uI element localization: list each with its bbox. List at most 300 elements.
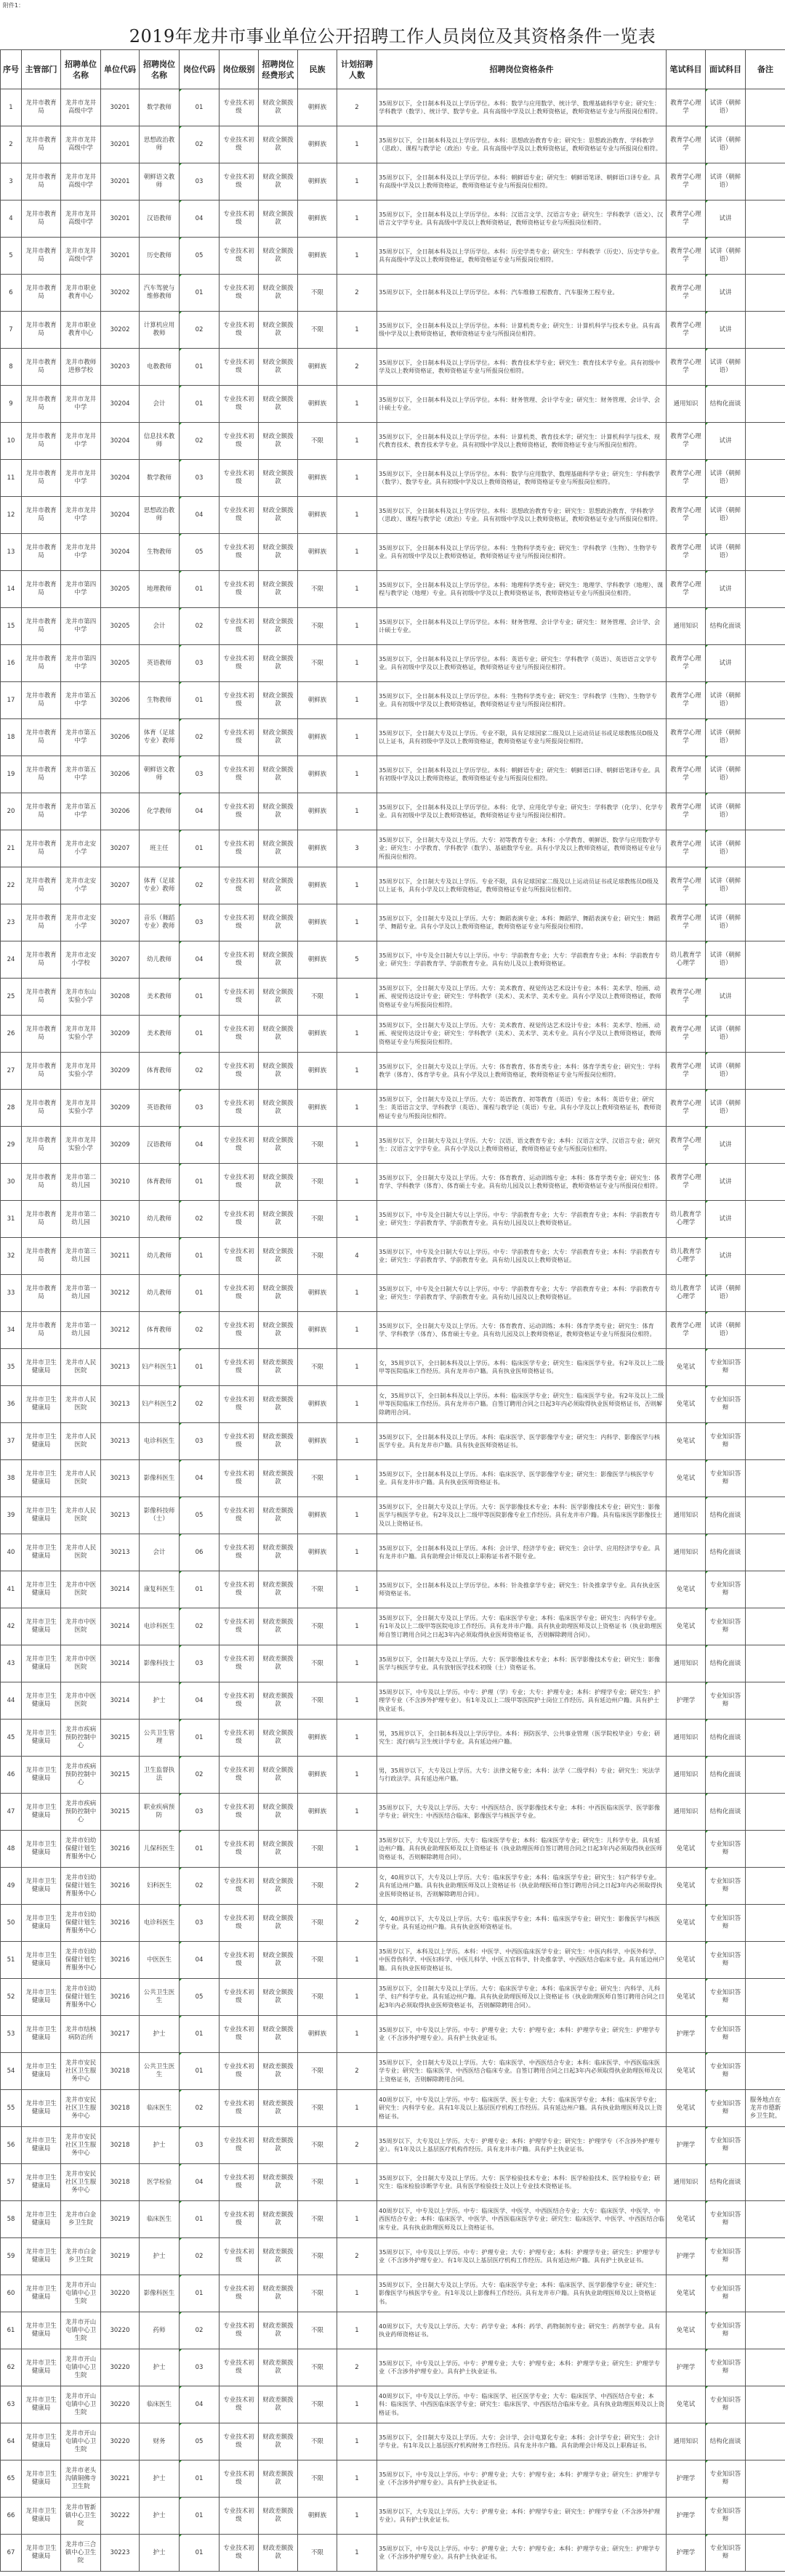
ethnicity-cell: 朝鲜族 bbox=[298, 1275, 337, 1312]
written-exam-cell: 教育学心理学 bbox=[667, 275, 706, 312]
unit-code-cell: 30219 bbox=[101, 2201, 140, 2238]
table-row bbox=[1, 1238, 785, 1275]
headcount-cell: 2 bbox=[337, 2053, 377, 2090]
ethnicity-cell: 朝鲜族 bbox=[298, 867, 337, 904]
unit-name-cell: 龙井市中医医院 bbox=[61, 1645, 101, 1682]
ethnicity-cell: 朝鲜族 bbox=[298, 1757, 337, 1794]
interview-cell: 试讲 bbox=[706, 1238, 746, 1275]
position-code-cell: 02 bbox=[180, 126, 220, 163]
written-exam-cell: 免笔试 bbox=[667, 1831, 706, 1868]
unit-name-cell: 龙井市第一幼儿园 bbox=[61, 1275, 101, 1312]
funding-type-cell: 财政差额拨款 bbox=[259, 2498, 298, 2535]
position-name-cell: 美术教师 bbox=[140, 979, 180, 1016]
requirements-cell: 35周岁以下，全日制大专及以上学历。大专：英语教育、初等教育（英语）专业；本科：英语专业；研究生：英语语言文学、学科教学（英语）、课程与教学论（英语）专业。具有小学及以上教师资格证书，教师资格证专业与所报岗位相符。 bbox=[377, 1090, 667, 1127]
headcount-cell: 1 bbox=[337, 1979, 377, 2016]
position-name-cell: 化学教师 bbox=[140, 793, 180, 830]
requirements-cell: 35周岁以下，全日制本科及以上学历学位。本科：数学与应用数学、统计学、数理基础科学专业；研究生：学科教学（数学）、统计学、数学专业。具有高级中学及以上教师资格证，教师资格证专业与所报岗位相符。 bbox=[377, 89, 667, 126]
ethnicity-cell: 不限 bbox=[298, 1127, 337, 1164]
position-level-cell: 专业技术初级 bbox=[220, 2312, 259, 2349]
headcount-cell: 1 bbox=[337, 867, 377, 904]
table-row bbox=[1, 2423, 785, 2460]
written-exam-cell: 免笔试 bbox=[667, 1608, 706, 1645]
headcount-cell: 1 bbox=[337, 2201, 377, 2238]
position-name-cell: 生物教师 bbox=[140, 534, 180, 571]
position-code-cell: 01 bbox=[180, 89, 220, 126]
written-exam-cell: 教育学心理学 bbox=[667, 1164, 706, 1201]
ethnicity-cell: 不限 bbox=[298, 2238, 337, 2275]
ethnicity-cell: 不限 bbox=[298, 2349, 337, 2386]
interview-cell: 专业知识答辩 bbox=[706, 2312, 746, 2349]
department-cell: 龙井市卫生健康局 bbox=[22, 2423, 61, 2460]
interview-cell: 试讲（朝鲜语） bbox=[706, 867, 746, 904]
position-name-cell: 中医医生 bbox=[140, 1942, 180, 1979]
position-level-cell: 专业技术初级 bbox=[220, 1534, 259, 1571]
unit-name-cell: 龙井市人民医院 bbox=[61, 1497, 101, 1534]
funding-type-cell: 财政差额拨款 bbox=[259, 2238, 298, 2275]
unit-code-cell: 30204 bbox=[101, 423, 140, 460]
interview-cell: 结构化面谈 bbox=[706, 2164, 746, 2201]
department-cell: 龙井市卫生健康局 bbox=[22, 1905, 61, 1942]
unit-code-cell: 30201 bbox=[101, 238, 140, 275]
requirements-cell: 35周岁以下，全日制本科及以上学历。本科：会计学、经济学专业；研究生：会计学、应用经济学专业。具有龙井市户籍。具有助理会计师及以上职称证书者不限专业。 bbox=[377, 1534, 667, 1571]
requirements-cell: 35周岁以下，全日制本科及以上学历学位。本科：生物科学类专业；研究生：学科教学（生物）、生物学专业。具有初级中学及以上教师资格证，教师资格证专业与所报岗位相符。 bbox=[377, 534, 667, 571]
headcount-cell: 1 bbox=[337, 1682, 377, 1720]
headcount-cell: 1 bbox=[337, 2460, 377, 2498]
remarks-cell bbox=[746, 2312, 785, 2349]
written-exam-cell: 教育学心理学 bbox=[667, 126, 706, 163]
position-code-cell: 02 bbox=[180, 2312, 220, 2349]
row-index-cell: 26 bbox=[1, 1016, 22, 1053]
position-level-cell: 专业技术初级 bbox=[220, 1497, 259, 1534]
ethnicity-cell: 不限 bbox=[298, 2090, 337, 2127]
requirements-cell: 35周岁以下，中专及以上学历。中专：护理专业；大专：护理专业；本科：护理学专业；研究生：护理学专业（不含涉外护理专业）。具有护士执业证书。 bbox=[377, 2349, 667, 2386]
position-name-cell: 体育（足球专业）教师 bbox=[140, 867, 180, 904]
written-exam-cell: 教育学心理学 bbox=[667, 89, 706, 126]
unit-code-cell: 30219 bbox=[101, 2238, 140, 2275]
table-row bbox=[1, 1497, 785, 1534]
table-row bbox=[1, 1386, 785, 1423]
position-level-cell: 专业技术初级 bbox=[220, 238, 259, 275]
position-code-cell: 01 bbox=[180, 2498, 220, 2535]
table-row bbox=[1, 2535, 785, 2572]
written-exam-cell: 免笔试 bbox=[667, 1571, 706, 1608]
position-level-cell: 专业技术初级 bbox=[220, 1349, 259, 1386]
funding-type-cell: 财政全额拨款 bbox=[259, 386, 298, 423]
position-code-cell: 03 bbox=[180, 1905, 220, 1942]
row-index-cell: 17 bbox=[1, 682, 22, 719]
unit-code-cell: 30217 bbox=[101, 2016, 140, 2053]
interview-cell: 专业知识答辩 bbox=[706, 2127, 746, 2164]
table-row bbox=[1, 682, 785, 719]
interview-cell: 试讲（朝鲜语） bbox=[706, 497, 746, 534]
table-row bbox=[1, 238, 785, 275]
funding-type-cell: 财政全额拨款 bbox=[259, 1275, 298, 1312]
written-exam-cell: 教育学心理学 bbox=[667, 238, 706, 275]
funding-type-cell: 财政全额拨款 bbox=[259, 126, 298, 163]
interview-cell: 试讲 bbox=[706, 423, 746, 460]
table-row bbox=[1, 571, 785, 608]
department-cell: 龙井市教育局 bbox=[22, 163, 61, 201]
department-cell: 龙井市教育局 bbox=[22, 756, 61, 793]
headcount-cell: 1 bbox=[337, 571, 377, 608]
position-name-cell: 电教教师 bbox=[140, 349, 180, 386]
remarks-cell bbox=[746, 1497, 785, 1534]
interview-cell: 试讲（朝鲜语） bbox=[706, 682, 746, 719]
written-exam-cell: 免笔试 bbox=[667, 1423, 706, 1460]
funding-type-cell: 财政全额拨款 bbox=[259, 682, 298, 719]
funding-type-cell: 财政全额拨款 bbox=[259, 238, 298, 275]
headcount-cell: 1 bbox=[337, 979, 377, 1016]
unit-name-cell: 龙井市人民医院 bbox=[61, 1386, 101, 1423]
table-row bbox=[1, 1349, 785, 1386]
remarks-cell bbox=[746, 682, 785, 719]
position-level-cell: 专业技术初级 bbox=[220, 2535, 259, 2572]
headcount-cell: 2 bbox=[337, 2127, 377, 2164]
headcount-cell: 1 bbox=[337, 1757, 377, 1794]
funding-type-cell: 财政全额拨款 bbox=[259, 1905, 298, 1942]
unit-name-cell: 龙井市第五中学 bbox=[61, 756, 101, 793]
annex-label: 附件1： bbox=[3, 2, 25, 9]
ethnicity-cell: 朝鲜族 bbox=[298, 1720, 337, 1757]
table-row bbox=[1, 756, 785, 793]
table-row bbox=[1, 2090, 785, 2127]
position-level-cell: 专业技术初级 bbox=[220, 1682, 259, 1720]
requirements-cell: 35周岁以下，全日制本科及以上学历。本科：临床医学、医学影像学专业；研究生：影像医学与核医学专业。具有龙井市户籍。具有执业医师资格证书。 bbox=[377, 1460, 667, 1497]
row-index-cell: 38 bbox=[1, 1460, 22, 1497]
unit-name-cell: 龙井市开山屯镇中心卫生院 bbox=[61, 2312, 101, 2349]
unit-code-cell: 30210 bbox=[101, 1201, 140, 1238]
position-level-cell: 专业技术初级 bbox=[220, 1571, 259, 1608]
ethnicity-cell: 朝鲜族 bbox=[298, 460, 337, 497]
interview-cell: 专业知识答辩 bbox=[706, 2275, 746, 2312]
remarks-cell bbox=[746, 497, 785, 534]
requirements-cell: 35周岁以下，中专及全日制大专以上学历。中专：学前教育专业；大专：学前教育专业；本科：学前教育专业；研究生：学前教育学、学前教育专业。具有幼儿园及以上教师资格证。 bbox=[377, 1238, 667, 1275]
row-index-cell: 5 bbox=[1, 238, 22, 275]
unit-code-cell: 30209 bbox=[101, 1127, 140, 1164]
position-level-cell: 专业技术初级 bbox=[220, 830, 259, 867]
row-index-cell: 48 bbox=[1, 1831, 22, 1868]
requirements-cell: 35周岁以下，全日制大专及以上学历。大专：体育教育、运动训练专业；本科：体育学类专业；研究生：体育学、学科教学（体育）、体育硕士专业。具有幼儿园及以上教师资格证，教师资格证专业与所报岗位相符。 bbox=[377, 1164, 667, 1201]
funding-type-cell: 财政差额拨款 bbox=[259, 2535, 298, 2572]
requirements-cell: 35周岁以下，全日制大专及以上学历。大专：临床医学专业；本科：临床医学专业；研究生：内科学专业。有1年及以上二级甲等医院电诊工作经历。具有龙井市户籍。具有执业助理医师及以上资格证书（执业助理医师自签订聘用合同之日起3年内必须取得执业医师资格证书，否则解除聘用合同）。 bbox=[377, 1608, 667, 1645]
header-col-department: 主管部门 bbox=[22, 50, 61, 89]
department-cell: 龙井市教育局 bbox=[22, 1090, 61, 1127]
position-code-cell: 02 bbox=[180, 1312, 220, 1349]
unit-name-cell: 龙井市龙井高级中学 bbox=[61, 126, 101, 163]
table-row bbox=[1, 2201, 785, 2238]
requirements-cell: 35周岁以下，全日制本科及以上学历学位。本科：地理科学类专业；研究生：地理学、学科教学（地理）、课程与教学论（地理）专业。具有初级中学及以上教师资格证书，教师资格证专业与所报岗位相符。 bbox=[377, 571, 667, 608]
position-level-cell: 专业技术初级 bbox=[220, 386, 259, 423]
ethnicity-cell: 不限 bbox=[298, 1201, 337, 1238]
ethnicity-cell: 朝鲜族 bbox=[298, 719, 337, 756]
table-row bbox=[1, 89, 785, 126]
row-index-cell: 4 bbox=[1, 201, 22, 238]
unit-name-cell: 龙井市安民社区卫生服务中心 bbox=[61, 2127, 101, 2164]
written-exam-cell: 教育学心理学 bbox=[667, 1053, 706, 1090]
position-level-cell: 专业技术初级 bbox=[220, 941, 259, 979]
unit-code-cell: 30216 bbox=[101, 1868, 140, 1905]
unit-name-cell: 龙井市人民医院 bbox=[61, 1534, 101, 1571]
written-exam-cell: 教育学心理学 bbox=[667, 1016, 706, 1053]
interview-cell: 专业知识答辩 bbox=[706, 2349, 746, 2386]
remarks-cell bbox=[746, 1201, 785, 1238]
ethnicity-cell: 不限 bbox=[298, 2460, 337, 2498]
position-level-cell: 专业技术初级 bbox=[220, 979, 259, 1016]
remarks-cell bbox=[746, 1608, 785, 1645]
row-index-cell: 39 bbox=[1, 1497, 22, 1534]
table-row bbox=[1, 1090, 785, 1127]
ethnicity-cell: 不限 bbox=[298, 979, 337, 1016]
table-row bbox=[1, 1460, 785, 1497]
interview-cell: 试讲（朝鲜语） bbox=[706, 163, 746, 201]
table-row bbox=[1, 423, 785, 460]
unit-name-cell: 龙井市老头沟镇铜佛寺卫生院 bbox=[61, 2460, 101, 2498]
row-index-cell: 51 bbox=[1, 1942, 22, 1979]
table-row bbox=[1, 941, 785, 979]
row-index-cell: 11 bbox=[1, 460, 22, 497]
position-level-cell: 专业技术初级 bbox=[220, 2090, 259, 2127]
row-index-cell: 53 bbox=[1, 2016, 22, 2053]
remarks-cell bbox=[746, 1349, 785, 1386]
funding-type-cell: 财政全额拨款 bbox=[259, 719, 298, 756]
position-code-cell: 06 bbox=[180, 1534, 220, 1571]
unit-name-cell: 龙井市中医医院 bbox=[61, 1608, 101, 1645]
position-code-cell: 04 bbox=[180, 2386, 220, 2423]
funding-type-cell: 财政全额拨款 bbox=[259, 1720, 298, 1757]
table-body bbox=[1, 89, 785, 2572]
header-col-position-level: 岗位级别 bbox=[220, 50, 259, 89]
interview-cell: 试讲（朝鲜语） bbox=[706, 904, 746, 941]
unit-code-cell: 30216 bbox=[101, 1979, 140, 2016]
table-row bbox=[1, 2275, 785, 2312]
row-index-cell: 20 bbox=[1, 793, 22, 830]
unit-code-cell: 30201 bbox=[101, 126, 140, 163]
requirements-cell: 35周岁以下，全日制本科及以上学历学位。本科：生物科学类专业；研究生：学科教学（生物）、生物学专业。具有初级中学及以上教师资格证，教师资格证专业与所报岗位相符。 bbox=[377, 682, 667, 719]
position-level-cell: 专业技术初级 bbox=[220, 571, 259, 608]
department-cell: 龙井市教育局 bbox=[22, 89, 61, 126]
written-exam-cell: 教育学心理学 bbox=[667, 571, 706, 608]
remarks-cell bbox=[746, 1757, 785, 1794]
remarks-cell bbox=[746, 1942, 785, 1979]
header-col-position-name: 招聘岗位名称 bbox=[140, 50, 180, 89]
interview-cell: 试讲 bbox=[706, 1127, 746, 1164]
position-name-cell: 体育教师 bbox=[140, 1164, 180, 1201]
remarks-cell bbox=[746, 386, 785, 423]
headcount-cell: 1 bbox=[337, 1942, 377, 1979]
department-cell: 龙井市卫生健康局 bbox=[22, 1942, 61, 1979]
position-level-cell: 专业技术初级 bbox=[220, 2498, 259, 2535]
unit-name-cell: 龙井市妇幼保健计划生育服务中心 bbox=[61, 1831, 101, 1868]
headcount-cell: 2 bbox=[337, 1868, 377, 1905]
position-name-cell: 幼儿教师 bbox=[140, 941, 180, 979]
position-code-cell: 01 bbox=[180, 2016, 220, 2053]
written-exam-cell: 免笔试 bbox=[667, 1349, 706, 1386]
interview-cell: 试讲 bbox=[706, 571, 746, 608]
position-name-cell: 护士 bbox=[140, 2016, 180, 2053]
requirements-cell: 35周岁以下，中专及全日制大专以上学历。中专：学前教育专业；大专：学前教育专业；本科：学前教育专业；研究生：学前教育学、学前教育专业。具有幼儿园及以上教师资格证。 bbox=[377, 1275, 667, 1312]
department-cell: 龙井市卫生健康局 bbox=[22, 2275, 61, 2312]
headcount-cell: 1 bbox=[337, 1831, 377, 1868]
interview-cell: 试讲（朝鲜语） bbox=[706, 830, 746, 867]
headcount-cell: 1 bbox=[337, 2423, 377, 2460]
ethnicity-cell: 不限 bbox=[298, 2535, 337, 2572]
funding-type-cell: 财政差额拨款 bbox=[259, 2423, 298, 2460]
funding-type-cell: 财政全额拨款 bbox=[259, 756, 298, 793]
remarks-cell bbox=[746, 201, 785, 238]
position-level-cell: 专业技术初级 bbox=[220, 645, 259, 682]
unit-name-cell: 龙井市北安小学 bbox=[61, 867, 101, 904]
written-exam-cell: 教育学心理学 bbox=[667, 497, 706, 534]
position-level-cell: 专业技术初级 bbox=[220, 89, 259, 126]
requirements-cell: 35周岁以下，全日制大专及以上学历。大专：医学检验技术专业；本科：医学检验技术、医学检验专业；研究生：临床检验诊断学专业。具有医学检验技士及以上专业技术资格证书。 bbox=[377, 2164, 667, 2201]
position-code-cell: 01 bbox=[180, 682, 220, 719]
requirements-cell: 35周岁以下，中专及全日制大专以上学历。中专：学前教育专业；大专：学前教育专业；本科：学前教育专业；研究生：学前教育学、学前教育专业。具有幼儿园及以上教师资格证。 bbox=[377, 1201, 667, 1238]
department-cell: 龙井市卫生健康局 bbox=[22, 2312, 61, 2349]
unit-code-cell: 30207 bbox=[101, 941, 140, 979]
written-exam-cell: 幼儿教育学心理学 bbox=[667, 941, 706, 979]
row-index-cell: 58 bbox=[1, 2201, 22, 2238]
requirements-cell: 35周岁以下，大专及以上学历。大专：护理专业；本科：护理学专业；研究生：护理学专（不含涉外护理专业）。有1年及以上基层医疗机构作经历。具有龙井市户籍。具有护士执业证书。 bbox=[377, 2127, 667, 2164]
ethnicity-cell: 不限 bbox=[298, 1571, 337, 1608]
table-row bbox=[1, 1423, 785, 1460]
table-row bbox=[1, 1720, 785, 1757]
written-exam-cell: 通用知识 bbox=[667, 1497, 706, 1534]
row-index-cell: 28 bbox=[1, 1090, 22, 1127]
position-code-cell: 01 bbox=[180, 275, 220, 312]
position-code-cell: 01 bbox=[180, 1164, 220, 1201]
requirements-cell: 40周岁以下，中专及以上学历。中专：临床医学、中医学、中西医结合专业；大专：临床医学、中医学、中西医结合专业；本科：临床医学、中医学、中西医临床医学专业；研究生：临床医学、中医学、中西医结合临床专业。具有执业助理医师及以上资格证书。 bbox=[377, 2201, 667, 2238]
headcount-cell: 1 bbox=[337, 1423, 377, 1460]
position-name-cell: 公共卫生管理 bbox=[140, 1720, 180, 1757]
ethnicity-cell: 不限 bbox=[298, 2423, 337, 2460]
department-cell: 龙井市教育局 bbox=[22, 534, 61, 571]
row-index-cell: 63 bbox=[1, 2386, 22, 2423]
header-col-written-exam: 笔试科目 bbox=[667, 50, 706, 89]
written-exam-cell: 教育学心理学 bbox=[667, 719, 706, 756]
department-cell: 龙井市卫生健康局 bbox=[22, 1720, 61, 1757]
header-col-remarks: 备注 bbox=[746, 50, 785, 89]
row-index-cell: 3 bbox=[1, 163, 22, 201]
table-row bbox=[1, 904, 785, 941]
written-exam-cell: 护理学 bbox=[667, 2460, 706, 2498]
position-name-cell: 思想政治教师 bbox=[140, 497, 180, 534]
interview-cell: 专业知识答辩 bbox=[706, 1868, 746, 1905]
row-index-cell: 27 bbox=[1, 1053, 22, 1090]
table-row bbox=[1, 1053, 785, 1090]
position-level-cell: 专业技术初级 bbox=[220, 1460, 259, 1497]
table-row bbox=[1, 830, 785, 867]
department-cell: 龙井市教育局 bbox=[22, 979, 61, 1016]
position-level-cell: 专业技术初级 bbox=[220, 2238, 259, 2275]
written-exam-cell: 教育学心理学 bbox=[667, 867, 706, 904]
position-code-cell: 03 bbox=[180, 1090, 220, 1127]
interview-cell: 结构化面谈 bbox=[706, 386, 746, 423]
position-code-cell: 02 bbox=[180, 1201, 220, 1238]
unit-name-cell: 龙井市安民社区卫生服务中心 bbox=[61, 2090, 101, 2127]
requirements-cell: 35周岁以下，全日制本科及以上学历学位。本科：汽车维修工程教育、汽车服务工程专业。 bbox=[377, 275, 667, 312]
headcount-cell: 1 bbox=[337, 1645, 377, 1682]
remarks-cell bbox=[746, 2349, 785, 2386]
row-index-cell: 10 bbox=[1, 423, 22, 460]
row-index-cell: 52 bbox=[1, 1979, 22, 2016]
position-code-cell: 01 bbox=[180, 2201, 220, 2238]
position-code-cell: 03 bbox=[180, 460, 220, 497]
unit-code-cell: 30209 bbox=[101, 1090, 140, 1127]
ethnicity-cell: 朝鲜族 bbox=[298, 1386, 337, 1423]
interview-cell: 试讲（朝鲜语） bbox=[706, 534, 746, 571]
requirements-cell: 35周岁以下，全日制大专及以上学历。专业不限，具有足球国家二级及以上运动员证书或足球教练员D级及以上证书，具有小学及以上教师资格证，教师资格证专业与所报岗位相符。 bbox=[377, 867, 667, 904]
headcount-cell: 4 bbox=[337, 1238, 377, 1275]
position-level-cell: 专业技术初级 bbox=[220, 1905, 259, 1942]
remarks-cell bbox=[746, 1016, 785, 1053]
position-code-cell: 03 bbox=[180, 904, 220, 941]
unit-code-cell: 30202 bbox=[101, 275, 140, 312]
unit-code-cell: 30207 bbox=[101, 904, 140, 941]
interview-cell: 专业知识答辩 bbox=[706, 2535, 746, 2572]
interview-cell: 专业知识答辩 bbox=[706, 2016, 746, 2053]
position-level-cell: 专业技术初级 bbox=[220, 1794, 259, 1831]
remarks-cell bbox=[746, 830, 785, 867]
remarks-cell bbox=[746, 1720, 785, 1757]
header-col-index: 序号 bbox=[1, 50, 22, 89]
unit-code-cell: 30201 bbox=[101, 89, 140, 126]
headcount-cell: 1 bbox=[337, 682, 377, 719]
department-cell: 龙井市教育局 bbox=[22, 275, 61, 312]
remarks-cell bbox=[746, 1905, 785, 1942]
interview-cell: 试讲（朝鲜语） bbox=[706, 756, 746, 793]
funding-type-cell: 财政差额拨款 bbox=[259, 1682, 298, 1720]
position-name-cell: 电诊科医生 bbox=[140, 1423, 180, 1460]
position-code-cell: 01 bbox=[180, 1275, 220, 1312]
requirements-cell: 35周岁以下，中专及全日制大专以上学历。中专：学前教育专业；大专：学前教育专业；本科：学前教育专业；研究生：学前教育学、学前教育专业。具有幼儿及以上教师资格证。 bbox=[377, 941, 667, 979]
funding-type-cell: 财政差额拨款 bbox=[259, 2386, 298, 2423]
ethnicity-cell: 朝鲜族 bbox=[298, 1090, 337, 1127]
remarks-cell bbox=[746, 1127, 785, 1164]
written-exam-cell: 幼儿教育学心理学 bbox=[667, 1201, 706, 1238]
ethnicity-cell: 朝鲜族 bbox=[298, 163, 337, 201]
written-exam-cell: 教育学心理学 bbox=[667, 682, 706, 719]
ethnicity-cell: 不限 bbox=[298, 1979, 337, 2016]
requirements-cell: 女，40周岁以下，大专及以上学历。大专：临床医学专业；本科：临床医学专业；研究生：影像医学与核医学专业。具有延边州户籍。具有执业医师资格证书。 bbox=[377, 1905, 667, 1942]
remarks-cell bbox=[746, 1571, 785, 1608]
written-exam-cell: 免笔试 bbox=[667, 2053, 706, 2090]
unit-name-cell: 龙井市开山屯镇中心卫生院 bbox=[61, 2275, 101, 2312]
headcount-cell: 1 bbox=[337, 1720, 377, 1757]
row-index-cell: 2 bbox=[1, 126, 22, 163]
table-row bbox=[1, 1312, 785, 1349]
written-exam-cell: 教育学心理学 bbox=[667, 1312, 706, 1349]
position-code-cell: 01 bbox=[180, 1720, 220, 1757]
position-name-cell: 公共卫生医生 bbox=[140, 1979, 180, 2016]
table-row bbox=[1, 1016, 785, 1053]
row-index-cell: 55 bbox=[1, 2090, 22, 2127]
funding-type-cell: 财政全额拨款 bbox=[259, 1757, 298, 1794]
unit-name-cell: 龙井市妇幼保健计划生育服务中心 bbox=[61, 1942, 101, 1979]
position-name-cell: 生物教师 bbox=[140, 682, 180, 719]
headcount-cell: 1 bbox=[337, 2164, 377, 2201]
unit-code-cell: 30204 bbox=[101, 386, 140, 423]
remarks-cell bbox=[746, 1794, 785, 1831]
position-level-cell: 专业技术初级 bbox=[220, 867, 259, 904]
position-name-cell: 影像科医生 bbox=[140, 2275, 180, 2312]
table-row bbox=[1, 608, 785, 645]
position-code-cell: 04 bbox=[180, 497, 220, 534]
department-cell: 龙井市卫生健康局 bbox=[22, 1534, 61, 1571]
position-level-cell: 专业技术初级 bbox=[220, 2386, 259, 2423]
ethnicity-cell: 朝鲜族 bbox=[298, 386, 337, 423]
ethnicity-cell: 不限 bbox=[298, 312, 337, 349]
unit-code-cell: 30212 bbox=[101, 1312, 140, 1349]
